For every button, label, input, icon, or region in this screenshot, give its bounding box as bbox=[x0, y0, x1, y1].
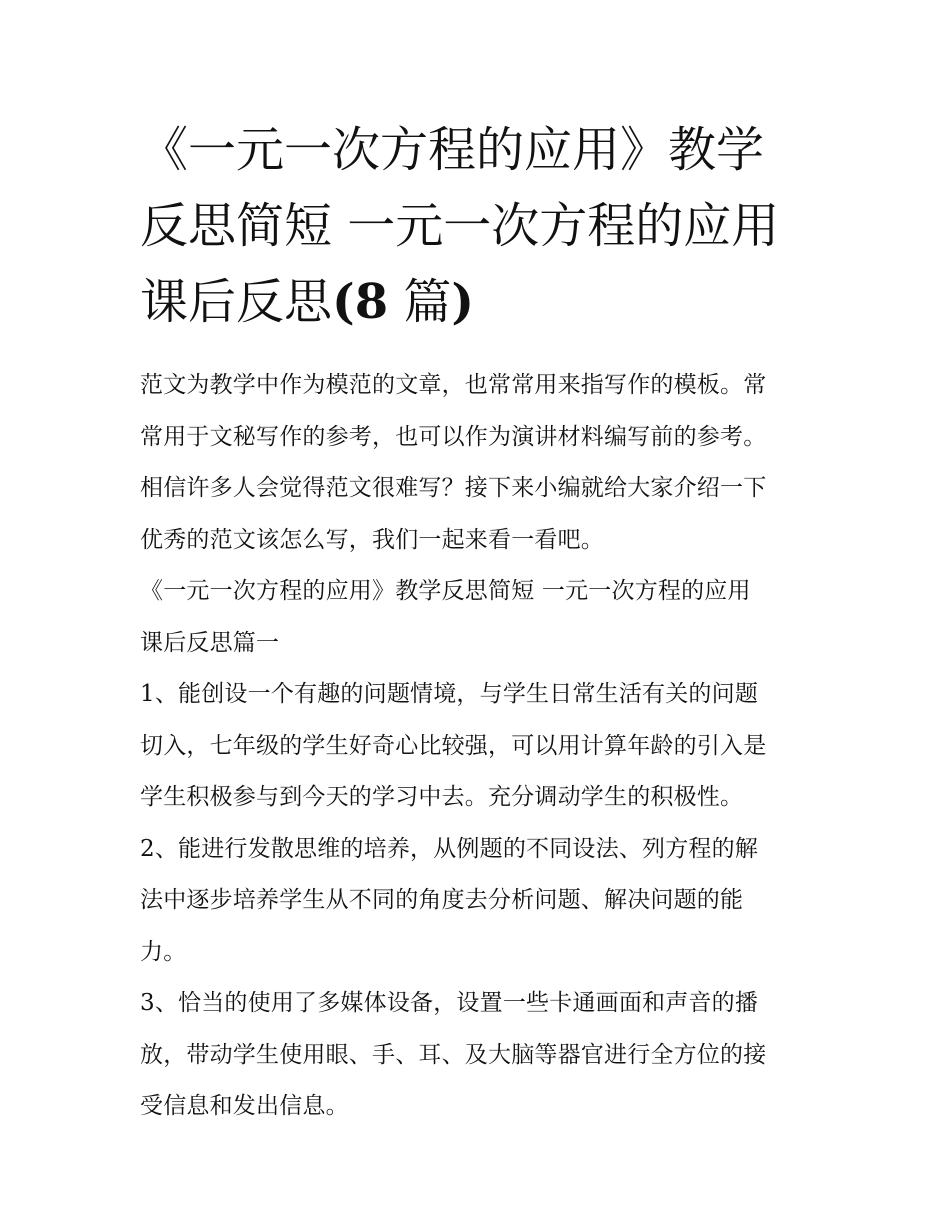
point-line: 学生积极参与到今天的学习中去。充分调动学生的积极性。 bbox=[140, 784, 744, 810]
point-line: 放，带动学生使用眼、手、耳、及大脑等器官进行全方位的接 bbox=[140, 1041, 767, 1068]
intro-paragraph bbox=[140, 360, 820, 566]
point-line: 2、能进行发散思维的培养，从例题的不同设法、列方程的解 bbox=[140, 835, 759, 862]
document-page bbox=[140, 112, 820, 1133]
section-heading bbox=[140, 566, 820, 669]
title-count-close: ) bbox=[451, 274, 475, 330]
title-count-open: (8 bbox=[332, 274, 389, 330]
point-line: 1、能创设一个有趣的问题情境，与学生日常生活有关的问题 bbox=[140, 681, 759, 707]
point-line: 切入，七年级的学生好奇心比较强，可以用计算年龄的引入是 bbox=[140, 732, 767, 759]
section-heading-line: 《一元一次方程的应用》教学反思简短 一元一次方程的应用 bbox=[140, 578, 751, 604]
title-line-3 bbox=[140, 264, 820, 340]
document-title bbox=[140, 112, 820, 340]
intro-line: 范文为教学中作为模范的文章，也常常用来指写作的模板。常 bbox=[140, 372, 767, 398]
title-count-unit: 篇 bbox=[388, 274, 452, 330]
point-line: 受信息和发出信息。 bbox=[140, 1093, 349, 1119]
section-heading-line: 课后反思篇一 bbox=[140, 629, 280, 656]
title-line-2: 反思简短 一元一次方程的应用 bbox=[140, 198, 780, 254]
title-line-1: 《一元一次方程的应用》教学 bbox=[140, 122, 765, 178]
title-line-3-prefix: 课后反思 bbox=[140, 274, 333, 330]
point-line: 法中逐步培养学生从不同的角度去分析问题、解决问题的能 bbox=[140, 887, 744, 913]
intro-line: 常用于文秘写作的参考，也可以作为演讲材料编写前的参考。 bbox=[140, 423, 767, 450]
point-line: 力。 bbox=[140, 938, 187, 965]
point-line: 3、恰当的使用了多媒体设备，设置一些卡通画面和声音的播 bbox=[140, 990, 759, 1016]
intro-line: 优秀的范文该怎么写，我们一起来看一看吧。 bbox=[140, 526, 604, 553]
point-2 bbox=[140, 824, 820, 979]
intro-line: 相信许多人会觉得范文很难写？接下来小编就给大家介绍一下 bbox=[140, 475, 767, 501]
point-1 bbox=[140, 669, 820, 824]
point-3 bbox=[140, 978, 820, 1133]
